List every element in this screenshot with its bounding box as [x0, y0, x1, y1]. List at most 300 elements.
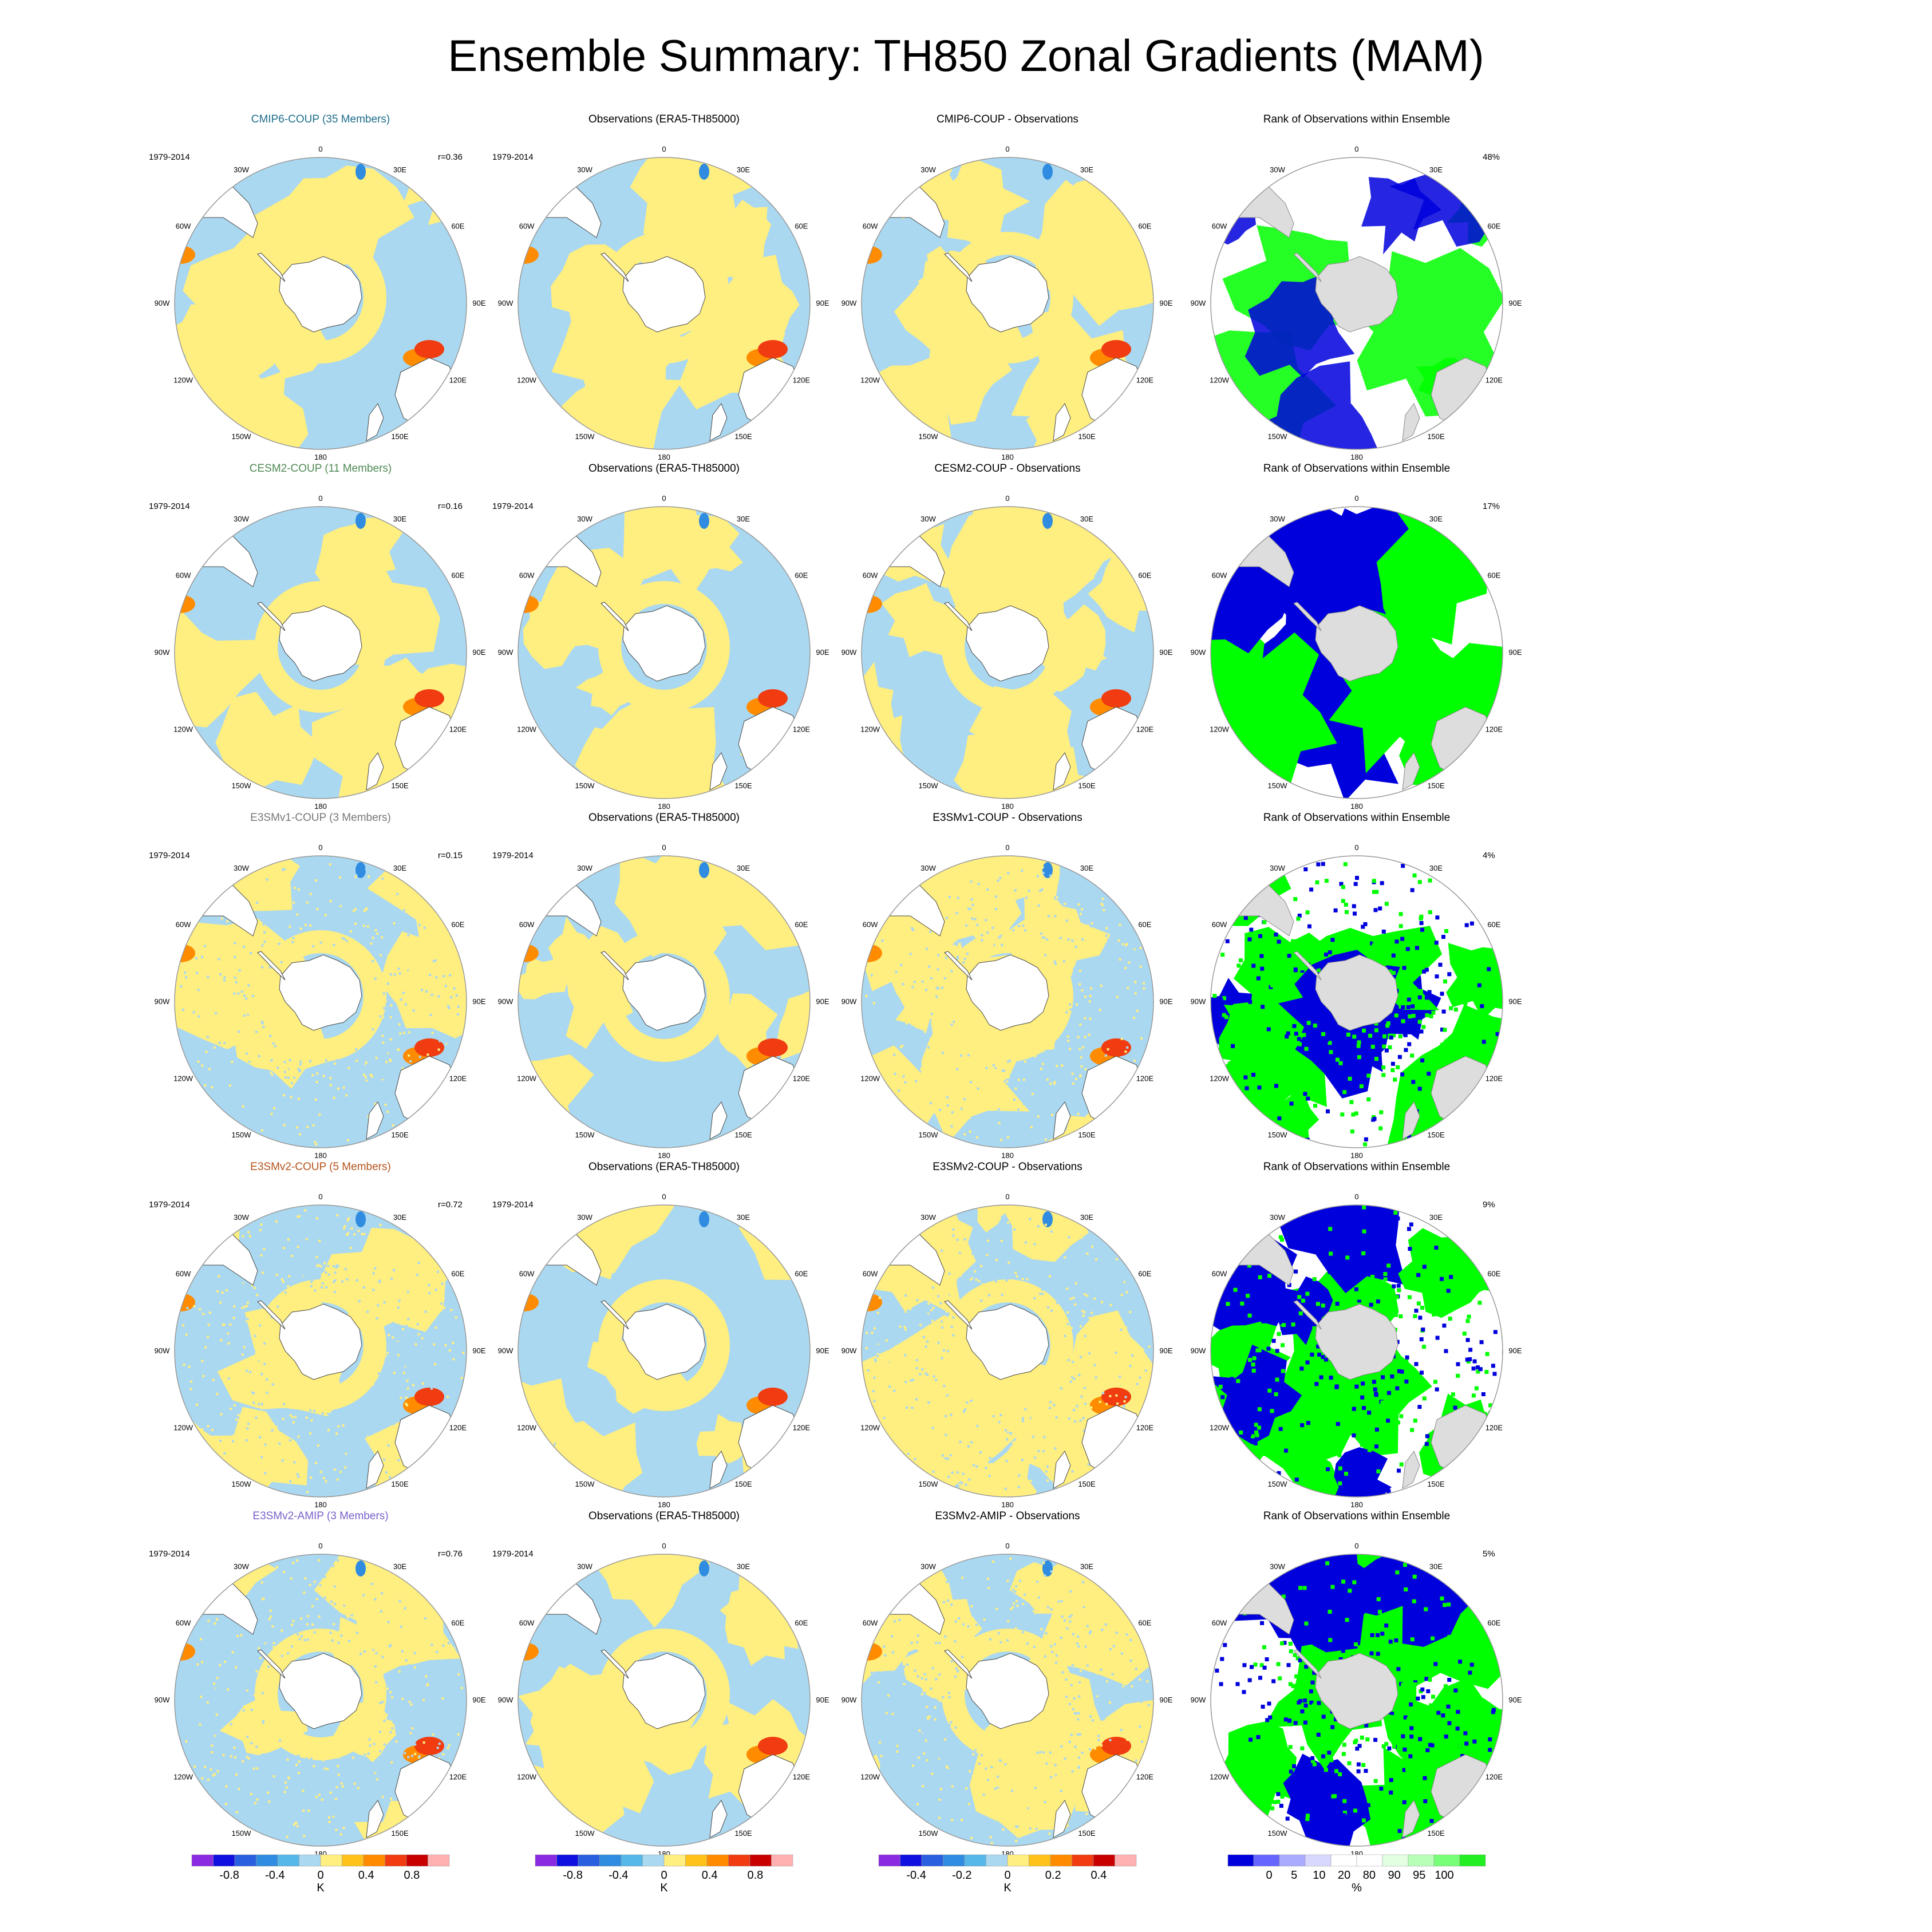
stipple: [355, 1048, 357, 1050]
stipple: [345, 1095, 347, 1097]
stipple: [947, 1104, 949, 1107]
stipple: [1105, 1054, 1107, 1057]
longitude-label: 90E: [472, 299, 486, 307]
stipple: [374, 1042, 377, 1044]
longitude-label: 90E: [472, 997, 486, 1006]
rank-percent-label: 9%: [1483, 1200, 1495, 1210]
stipple: [1089, 1018, 1092, 1020]
stipple: [1074, 1598, 1077, 1601]
stipple: [317, 908, 319, 910]
rank-cell: [1277, 1662, 1281, 1666]
stipple: [876, 1355, 879, 1357]
rank-cell: [1316, 1017, 1320, 1021]
stipple: [307, 938, 310, 940]
longitude-label: 120W: [173, 725, 193, 734]
polar-map: [149, 1179, 492, 1523]
stipple: [393, 1423, 395, 1425]
stipple: [197, 1061, 200, 1063]
stipple: [1047, 1082, 1049, 1084]
stipple: [976, 1136, 978, 1139]
stipple: [263, 1041, 265, 1044]
stipple: [295, 1764, 298, 1766]
stipple: [1014, 1088, 1017, 1090]
rank-cell: [1303, 1092, 1307, 1096]
stipple: [1019, 1580, 1021, 1582]
rank-cell: [1409, 1726, 1413, 1730]
stipple: [1135, 958, 1137, 960]
stipple: [930, 1309, 933, 1311]
stipple: [271, 1219, 274, 1222]
stipple: [425, 1675, 427, 1677]
polar-map: [492, 830, 836, 1174]
longitude-label: 180: [314, 802, 327, 811]
stipple: [1045, 1471, 1048, 1473]
stipple: [958, 1772, 961, 1775]
rank-cell: [1352, 1297, 1356, 1301]
stipple: [351, 1614, 353, 1617]
hotspot: [838, 243, 868, 261]
rank-cell: [1303, 1586, 1307, 1590]
stipple: [884, 1043, 887, 1045]
stipple: [1080, 1077, 1082, 1080]
stipple: [936, 987, 938, 989]
stipple: [1090, 1639, 1092, 1642]
stipple: [927, 1302, 930, 1305]
rank-cell: [1378, 1215, 1382, 1219]
stipple: [299, 1063, 302, 1065]
stipple: [372, 1413, 374, 1415]
rank-cell: [1383, 1642, 1387, 1646]
stipple: [296, 1559, 298, 1562]
stipple: [1073, 967, 1075, 970]
stipple: [420, 1344, 422, 1346]
stipple: [389, 1080, 392, 1082]
stipple: [1005, 1429, 1007, 1431]
stipple: [968, 1479, 970, 1481]
stipple: [231, 1034, 234, 1036]
rank-cell: [1407, 1042, 1411, 1046]
stipple: [1072, 1471, 1074, 1473]
stipple: [283, 1464, 285, 1466]
stipple: [1073, 1409, 1075, 1411]
stipple: [317, 1444, 319, 1447]
longitude-label: 120W: [517, 1423, 537, 1432]
rank-cell: [1303, 1721, 1307, 1725]
rank-cell: [1394, 1025, 1398, 1029]
stipple: [298, 1424, 301, 1426]
stipple: [306, 1757, 308, 1760]
stipple: [338, 903, 341, 906]
stipple: [1029, 1598, 1032, 1600]
longitude-label: 90W: [154, 1696, 170, 1704]
stipple: [961, 1819, 963, 1822]
rank-cell: [1328, 1227, 1332, 1231]
stipple: [953, 1454, 955, 1456]
rank-cell: [1301, 1336, 1305, 1340]
stipple: [1099, 1401, 1101, 1403]
rank-cell: [1395, 939, 1399, 943]
rank-cell: [1402, 1748, 1406, 1752]
stipple: [188, 1750, 190, 1752]
stipple: [264, 1444, 267, 1446]
rank-cell: [1219, 998, 1223, 1002]
rank-cell: [1212, 994, 1216, 998]
rank-cell: [1361, 1763, 1365, 1767]
stipple: [266, 1392, 268, 1394]
stipple: [995, 1259, 998, 1261]
stipple: [455, 1317, 457, 1319]
stipple: [382, 1016, 384, 1018]
stipple: [987, 1779, 989, 1781]
stipple: [935, 1642, 937, 1644]
rank-cell: [1254, 1441, 1258, 1445]
coldspot: [840, 235, 866, 246]
rank-cell: [1485, 1755, 1489, 1759]
stipple: [1101, 1645, 1104, 1647]
stipple: [302, 1767, 304, 1769]
stipple: [336, 1786, 338, 1788]
stipple: [874, 1327, 876, 1330]
stipple: [1125, 1326, 1127, 1329]
stipple: [406, 1388, 409, 1390]
rank-cell: [1417, 1302, 1421, 1306]
rank-cell: [1452, 1701, 1456, 1705]
map-field: [120, 481, 508, 838]
rank-cell: [1294, 1620, 1298, 1624]
stipple: [1068, 1616, 1070, 1618]
stipple: [970, 1441, 973, 1444]
longitude-label: 90E: [1508, 299, 1522, 307]
longitude-label: 0: [318, 145, 323, 153]
stipple: [1080, 913, 1082, 915]
rank-cell: [1324, 1484, 1328, 1488]
coldspot: [699, 1211, 709, 1227]
stipple: [315, 1220, 317, 1222]
stipple: [354, 935, 357, 938]
stipple: [1077, 1712, 1080, 1714]
stipple: [1112, 1673, 1114, 1676]
stipple: [196, 1664, 199, 1666]
stipple: [982, 1074, 985, 1076]
stipple: [342, 1836, 345, 1839]
rank-cell: [1407, 998, 1411, 1002]
stipple: [405, 1397, 408, 1399]
stipple: [190, 1381, 192, 1383]
stipple: [269, 1106, 271, 1108]
stipple: [941, 1326, 943, 1329]
stipple: [183, 964, 185, 966]
stipple: [262, 1475, 264, 1477]
stipple: [1059, 969, 1061, 971]
stipple: [1047, 1606, 1049, 1609]
stipple: [1018, 925, 1020, 927]
stipple: [894, 1738, 896, 1740]
stipple: [283, 1403, 285, 1405]
stipple: [1105, 927, 1108, 930]
stipple: [1048, 1832, 1050, 1835]
stipple: [313, 1765, 315, 1767]
stipple: [243, 1313, 245, 1315]
stipple: [412, 1013, 414, 1016]
rank-cell: [1415, 1362, 1419, 1366]
stipple: [254, 1775, 256, 1777]
stipple: [343, 1227, 345, 1230]
rank-cell: [1388, 1735, 1392, 1739]
longitude-label: 150W: [918, 1131, 938, 1139]
rank-cell: [1461, 994, 1465, 998]
stipple: [281, 1278, 283, 1281]
stipple: [353, 910, 355, 912]
stipple: [221, 1751, 223, 1753]
rank-cell: [1412, 1628, 1416, 1632]
stipple: [966, 1401, 968, 1404]
longitude-label: 60E: [451, 571, 465, 580]
rank-cell: [1239, 1062, 1243, 1066]
stipple: [1123, 1641, 1125, 1643]
rank-cell: [1307, 1021, 1311, 1025]
stipple: [241, 1307, 243, 1309]
rank-cell: [1435, 941, 1439, 945]
stipple: [939, 1003, 942, 1006]
rank-cell: [1375, 1428, 1379, 1432]
stipple: [426, 1053, 429, 1056]
stipple: [1028, 1613, 1030, 1615]
stipple: [980, 1299, 982, 1302]
rank-cell: [1447, 1721, 1451, 1725]
stipple: [248, 1757, 250, 1760]
stipple: [949, 896, 951, 898]
stipple: [1007, 1136, 1009, 1139]
stipple: [938, 1799, 941, 1801]
rank-cell: [1396, 1065, 1400, 1069]
stipple: [953, 888, 955, 890]
longitude-label: 30E: [1429, 864, 1443, 872]
stipple: [1026, 1278, 1028, 1281]
rank-cell: [1466, 1338, 1470, 1342]
stipple: [947, 1068, 950, 1070]
stipple: [1062, 982, 1065, 984]
stipple: [984, 1104, 986, 1106]
stipple: [879, 1741, 881, 1744]
stipple: [878, 1681, 880, 1684]
longitude-label: 90E: [1159, 997, 1173, 1006]
map-field: [1181, 132, 1528, 502]
stipple: [951, 1662, 954, 1665]
rank-cell: [1368, 1448, 1372, 1452]
stipple: [301, 1635, 303, 1637]
stipple: [390, 1278, 393, 1280]
coldspot: [699, 1560, 709, 1577]
longitude-label: 150W: [918, 1480, 938, 1488]
stipple: [364, 916, 366, 918]
longitude-label: 60E: [1138, 920, 1152, 929]
stipple: [871, 1030, 873, 1033]
stipple: [358, 1300, 361, 1302]
stipple: [991, 1283, 994, 1285]
stipple: [391, 1696, 393, 1698]
longitude-label: 60E: [1487, 571, 1501, 580]
stipple: [1105, 975, 1108, 977]
stipple: [1062, 1787, 1065, 1789]
stipple: [952, 1334, 954, 1337]
stipple: [995, 1281, 997, 1283]
rank-cell: [1373, 1738, 1377, 1742]
stipple: [343, 938, 346, 941]
stipple: [386, 1626, 389, 1628]
coldspot: [840, 584, 866, 595]
rank-cell: [1410, 1054, 1414, 1058]
stipple: [434, 959, 437, 962]
stipple: [409, 1701, 411, 1703]
map-field: [1185, 830, 1557, 1188]
stipple: [1033, 1243, 1036, 1246]
stipple: [943, 1765, 945, 1768]
stipple: [1114, 1708, 1116, 1710]
stipple: [427, 1615, 429, 1618]
rank-cell: [1381, 1073, 1385, 1077]
stipple: [1055, 1662, 1057, 1664]
stipple: [941, 1357, 943, 1360]
rank-cell: [1329, 1758, 1333, 1762]
stipple: [896, 1266, 899, 1268]
stipple: [1091, 1406, 1093, 1409]
stipple: [991, 1842, 993, 1844]
stipple: [1073, 1358, 1075, 1361]
stipple: [298, 1215, 301, 1218]
stipple: [377, 1274, 379, 1276]
stipple: [902, 1344, 904, 1346]
stipple: [200, 1696, 202, 1698]
stipple: [400, 1397, 402, 1399]
stipple: [287, 1816, 289, 1818]
stipple: [912, 1379, 914, 1381]
stipple: [210, 1768, 212, 1771]
rank-cell: [1404, 1033, 1408, 1037]
polar-map: [1185, 830, 1528, 1174]
stipple: [183, 1708, 185, 1710]
stipple: [1012, 1589, 1014, 1591]
stipple: [989, 1264, 991, 1266]
stipple: [257, 930, 259, 933]
stipple: [385, 1104, 387, 1106]
stipple: [918, 1654, 920, 1657]
stipple: [424, 1323, 426, 1326]
stipple: [258, 990, 260, 992]
stipple: [1095, 1258, 1097, 1261]
stipple: [945, 906, 947, 908]
stipple: [1025, 1241, 1027, 1243]
rank-cell: [1309, 888, 1313, 892]
stipple: [986, 1254, 988, 1256]
stipple: [930, 1688, 933, 1690]
rank-cell: [1341, 1243, 1345, 1247]
stipple: [1126, 1633, 1128, 1635]
stipple: [255, 1765, 257, 1767]
rank-cell: [1468, 1348, 1472, 1352]
stipple: [1006, 1081, 1008, 1083]
rank-cell: [1418, 1315, 1422, 1319]
stipple: [288, 1773, 290, 1775]
stipple: [363, 1074, 365, 1076]
rank-cell: [1220, 1395, 1224, 1399]
rank-cell: [1315, 965, 1319, 969]
stipple: [1079, 1024, 1081, 1026]
stipple: [907, 1629, 909, 1631]
stipple: [297, 1246, 299, 1248]
longitude-label: 30E: [393, 1562, 407, 1571]
stipple: [299, 1441, 301, 1444]
stipple: [185, 976, 187, 978]
stipple: [207, 975, 209, 978]
stipple: [284, 1071, 286, 1073]
rank-cell: [1393, 1211, 1397, 1215]
panel-model-2: [149, 812, 492, 1162]
rank-cell: [1450, 947, 1454, 951]
stipple: [442, 1724, 444, 1726]
stipple: [304, 1261, 306, 1263]
stipple: [289, 1568, 291, 1570]
stipple: [390, 960, 392, 962]
stipple: [975, 1279, 978, 1281]
rank-cell: [1461, 1299, 1465, 1303]
hotspot: [509, 246, 539, 264]
stipple: [275, 1787, 278, 1789]
stipple: [377, 1296, 379, 1298]
stipple: [453, 987, 456, 990]
stipple: [219, 1782, 222, 1784]
stipple: [971, 1409, 974, 1412]
stipple: [189, 1047, 192, 1049]
stipple: [1084, 1311, 1086, 1313]
stipple: [215, 1688, 218, 1690]
stipple: [422, 1699, 425, 1701]
stipple: [243, 946, 245, 948]
stipple: [365, 1617, 367, 1619]
stipple: [1079, 1679, 1081, 1681]
stipple: [226, 1754, 228, 1756]
rank-cell: [1456, 982, 1460, 986]
longitude-label: 30E: [736, 515, 750, 523]
stipple: [1089, 1282, 1092, 1284]
stipple: [899, 1673, 901, 1676]
rank-cell: [1345, 1452, 1349, 1456]
stipple: [230, 1723, 232, 1725]
stipple: [380, 954, 382, 957]
stipple: [385, 1061, 388, 1063]
coldspot: [355, 164, 366, 180]
stipple: [907, 1761, 910, 1763]
stipple: [1054, 915, 1056, 918]
stipple: [267, 1792, 269, 1794]
stipple: [1033, 1219, 1036, 1221]
stipple: [309, 1060, 311, 1062]
period-label: 1979-2014: [149, 501, 190, 511]
stipple: [947, 1599, 949, 1602]
stipple: [303, 1591, 305, 1594]
stipple: [286, 1631, 288, 1633]
stipple: [1036, 1581, 1038, 1583]
stipple: [1067, 1036, 1069, 1038]
stipple: [1037, 1115, 1040, 1117]
rank-cell: [1261, 1005, 1265, 1009]
longitude-label: 90E: [472, 1346, 486, 1355]
stipple: [312, 1790, 314, 1792]
stipple: [1080, 1325, 1082, 1327]
stipple: [1123, 1697, 1125, 1700]
rank-cell: [1387, 1747, 1391, 1751]
hotspot: [758, 1038, 788, 1057]
stipple: [1024, 1626, 1026, 1628]
